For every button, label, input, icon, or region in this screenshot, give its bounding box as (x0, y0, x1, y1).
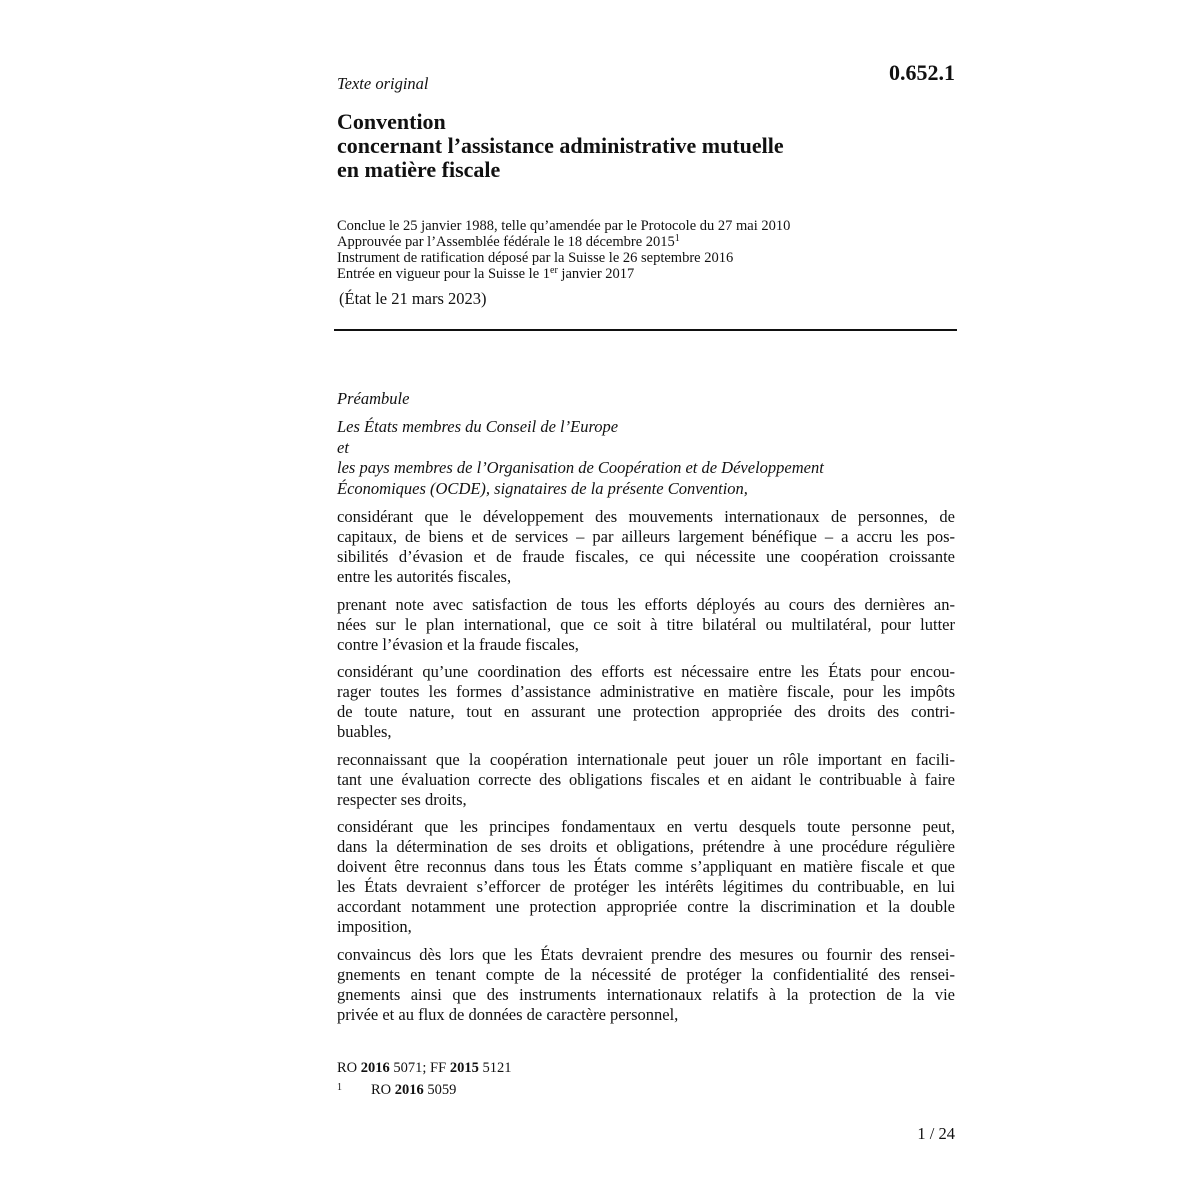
preamble-paragraph (337, 750, 955, 810)
approval-date: Approuvée par l’Assemblée fédérale le 18 décembre 2015$^1$ (337, 233, 680, 250)
intro-line: et (337, 437, 349, 457)
text-line: les États devraient s’efforcer de protéger les intérêts légitimes du contribuable, en lui (337, 877, 955, 896)
text-line: considérant qu’une coordination des efforts est nécessaire entre les États pour encou- (337, 662, 955, 681)
text-line: nées sur le plan international, que ce soit à titre bilatéral ou multilatéral, pour lutter (337, 614, 955, 634)
preamble-paragraph (337, 817, 955, 937)
document-number: 0.652.1 (889, 60, 955, 85)
page-number: 1 / 24 (917, 1124, 955, 1143)
preamble-heading: Préambule (337, 389, 410, 408)
text-line: tant une évaluation correcte des obligations fiscales et en aidant le contribuable à faire (337, 769, 955, 789)
text-line: considérant que les principes fondamentaux en vertu desquels toute personne peut, (337, 817, 955, 836)
header-divider (334, 329, 957, 331)
text-line: imposition, (337, 917, 412, 936)
preamble-intro (337, 417, 955, 499)
document-metadata (337, 218, 790, 282)
preamble-paragraph (337, 945, 955, 1025)
text-line: convaincus dès lors que les États devraient prendre des mesures ou fournir des rensei- (337, 944, 955, 964)
official-references: RO 2016 5071; FF 2015 5121 (337, 1060, 512, 1076)
text-line: rager toutes les formes d’assistance administrative en matière fiscale, pour les impôts (337, 682, 955, 701)
intro-line: les pays membres de l’Organisation de Coopération et de Développement (337, 458, 824, 477)
text-line: entre les autorités fiscales, (337, 567, 512, 586)
document-page (337, 0, 955, 1200)
footnote-reference[interactable]: 1 (674, 233, 680, 244)
text-line: gnements en tenant compte de la nécessité de protéger la confidentialité des rensei- (337, 964, 955, 984)
preamble-paragraph (337, 662, 955, 742)
preamble-body (337, 507, 955, 1032)
title-line: concernant l’assistance administrative mutuelle (337, 133, 784, 158)
status-date: (État le 21 mars 2023) (339, 289, 487, 308)
page-footer (337, 1058, 511, 1100)
text-line: respecter ses droits, (337, 789, 467, 809)
text-line: reconnaissant que la coopération internationale peut jouer un rôle important en facili- (337, 749, 955, 769)
intro-line: Les États membres du Conseil de l’Europe (337, 417, 619, 436)
footnote-mark: 1 (337, 1082, 342, 1093)
text-line: contre l’évasion et la fraude fiscales, (337, 634, 579, 654)
text-line: capitaux, de biens et de services – par ailleurs largement bénéfique – a accru les pos- (337, 527, 955, 546)
text-line: considérant que le développement des mouvements internationaux de personnes, de (337, 507, 955, 526)
text-line: accordant notamment une protection appropriée contre la discrimination et la double (337, 897, 955, 916)
text-line: sibilités d’évasion et de fraude fiscales, ce qui nécessite une coopération croissante (337, 547, 955, 566)
text-line: gnements ainsi que des instruments internationaux relatifs à la protection de la vie (337, 984, 955, 1004)
text-line: de toute nature, tout en assurant une protection appropriée des droits des contri- (337, 702, 955, 721)
title-line: Convention (337, 109, 446, 134)
text-line: privée et au flux de données de caractère personnel, (337, 1004, 679, 1024)
footnote-1: 1 RO 2016 5059 (337, 1078, 511, 1100)
preamble-paragraph (337, 595, 955, 655)
text-line: dans la détermination de ses droits et obligations, prétendre à une procédure régulière (337, 837, 955, 856)
text-line: buables, (337, 722, 392, 741)
text-line: prenant note avec satisfaction de tous les efforts déployés au cours des dernières an- (337, 594, 955, 614)
document-title (337, 110, 784, 182)
intro-line: Économiques (OCDE), signataires de la présente Convention, (337, 478, 748, 498)
text-line: doivent être reconnus dans tous les États comme s’appliquant en matière fiscale et que (337, 857, 955, 876)
title-line: en matière fiscale (337, 157, 501, 182)
preamble-paragraph (337, 507, 955, 587)
original-text-label: Texte original (337, 74, 429, 93)
entry-into-force: Entrée en vigueur pour la Suisse le 1er janvier 2017 (337, 265, 635, 282)
concluded-date: Conclue le 25 janvier 1988, telle qu’amendée par le Protocole du 27 mai 2010 (337, 218, 791, 234)
ratification-date: Instrument de ratification déposé par la Suisse le 26 septembre 2016 (337, 250, 734, 266)
